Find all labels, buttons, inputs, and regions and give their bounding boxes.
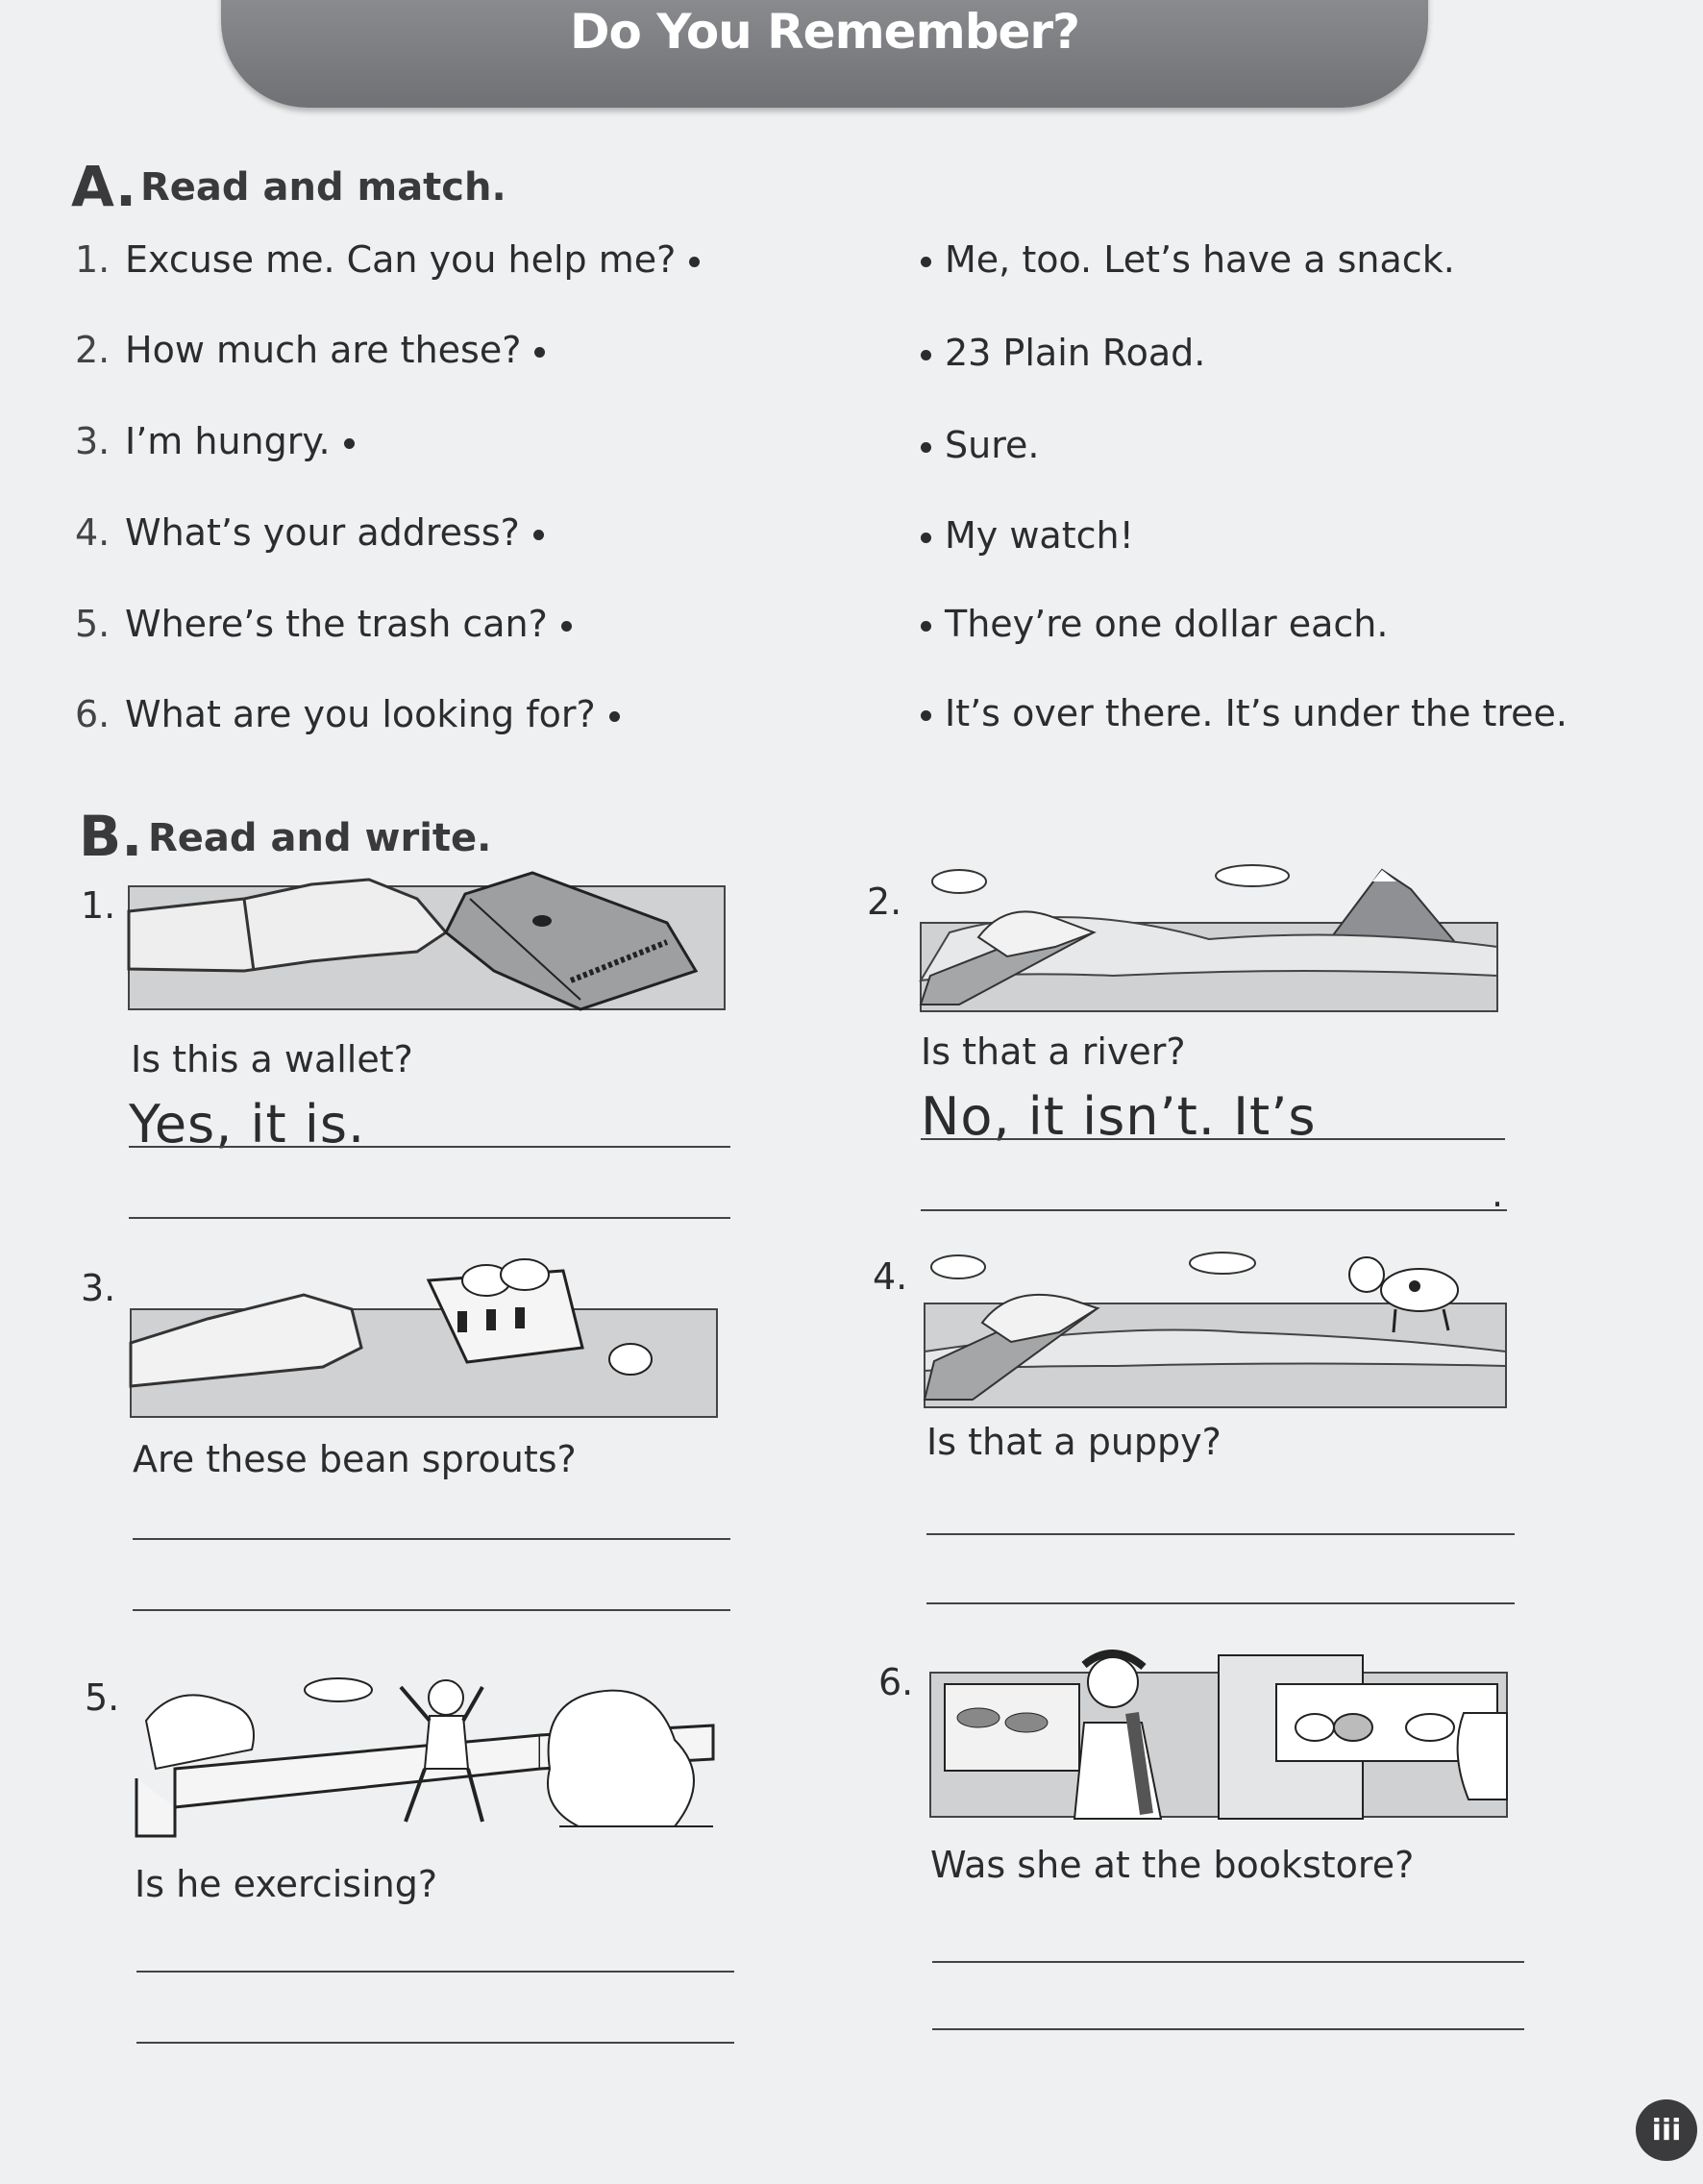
page-number-badge: iii (1636, 2099, 1697, 2161)
match-question-4 (75, 511, 544, 554)
answer-line[interactable] (133, 1538, 730, 1540)
match-dot[interactable] (921, 621, 931, 632)
match-answer-6 (907, 692, 1567, 734)
question-number: 2. (75, 329, 111, 371)
question-text: How much are these? (125, 329, 522, 371)
item-number: 2. (867, 881, 902, 923)
question-number: 5. (75, 603, 111, 645)
page-title: Do You Remember? (569, 4, 1080, 60)
answer-line[interactable] (921, 1138, 1505, 1140)
section-a-letter: A. (71, 154, 136, 219)
question-text: Excuse me. Can you help me? (125, 238, 677, 281)
match-dot[interactable] (921, 442, 931, 453)
wallet-illustration (129, 865, 734, 1017)
match-dot[interactable] (561, 621, 572, 632)
question-number: 6. (75, 693, 111, 735)
item-number: 6. (878, 1661, 914, 1703)
match-dot[interactable] (344, 438, 355, 449)
answer-line[interactable] (136, 1971, 734, 1973)
match-dot[interactable] (689, 257, 700, 267)
match-answer-4 (907, 514, 1134, 557)
answer-line[interactable] (129, 1217, 730, 1219)
item-question: Is that a river? (921, 1030, 1186, 1073)
answer-line[interactable] (129, 1146, 730, 1148)
match-dot[interactable] (921, 257, 931, 267)
match-question-2 (75, 329, 545, 371)
answer-text: Me, too. Let’s have a snack. (945, 238, 1455, 281)
question-text: What are you looking for? (125, 693, 596, 735)
match-dot[interactable] (609, 711, 620, 722)
section-b-title: Read and write. (148, 816, 492, 860)
match-dot[interactable] (921, 533, 931, 543)
item-number: 3. (81, 1267, 116, 1309)
item-number: 5. (85, 1676, 120, 1719)
item-question: Is this a wallet? (131, 1038, 413, 1080)
answer-line[interactable] (932, 1961, 1524, 1963)
match-answer-2 (907, 332, 1205, 374)
answer-line[interactable] (932, 2028, 1524, 2030)
answer-text: They’re one dollar each. (945, 603, 1389, 645)
header-banner (221, 0, 1428, 108)
item-question: Are these bean sprouts? (133, 1438, 577, 1480)
answer-line[interactable] (921, 1209, 1507, 1211)
answer-line[interactable] (926, 1533, 1515, 1535)
answer-text: 23 Plain Road. (945, 332, 1206, 374)
item-number: 4. (873, 1255, 908, 1298)
item-question: Was she at the bookstore? (930, 1844, 1415, 1886)
question-text: I’m hungry. (125, 420, 331, 462)
match-question-3 (75, 420, 355, 462)
item-question: Is he exercising? (135, 1863, 438, 1905)
landscape-illustration (921, 860, 1502, 1016)
question-number: 3. (75, 420, 111, 462)
match-dot[interactable] (921, 710, 931, 721)
answer-period: . (1492, 1173, 1504, 1215)
question-number: 1. (75, 238, 111, 281)
section-b-letter: B. (79, 804, 143, 869)
match-question-1 (75, 238, 700, 281)
match-answer-1 (907, 238, 1455, 281)
match-question-6 (75, 693, 620, 735)
match-dot[interactable] (533, 530, 544, 540)
answer-text: Sure. (945, 424, 1040, 466)
answer-line[interactable] (133, 1609, 730, 1611)
puppy-illustration (925, 1246, 1511, 1407)
item-answer[interactable]: Yes, it is. (129, 1094, 366, 1154)
question-text: What’s your address? (125, 511, 520, 554)
answer-text: My watch! (945, 514, 1134, 557)
match-answer-5 (907, 603, 1388, 645)
answer-text: It’s over there. It’s under the tree. (945, 692, 1567, 734)
answer-line[interactable] (926, 1602, 1515, 1604)
boy-exercising-illustration (136, 1663, 725, 1836)
answer-line[interactable] (136, 2042, 734, 2044)
item-number: 1. (81, 884, 116, 927)
match-dot[interactable] (921, 350, 931, 360)
match-dot[interactable] (534, 347, 545, 358)
item-question: Is that a puppy? (926, 1421, 1222, 1463)
section-a-title: Read and match. (140, 165, 506, 210)
match-question-5 (75, 603, 572, 645)
bakery-illustration (930, 1646, 1518, 1819)
match-answer-3 (907, 424, 1039, 466)
question-text: Where’s the trash can? (125, 603, 548, 645)
item-answer[interactable]: No, it isn’t. It’s (921, 1086, 1317, 1147)
bean-sprouts-illustration (131, 1252, 722, 1417)
question-number: 4. (75, 511, 111, 554)
